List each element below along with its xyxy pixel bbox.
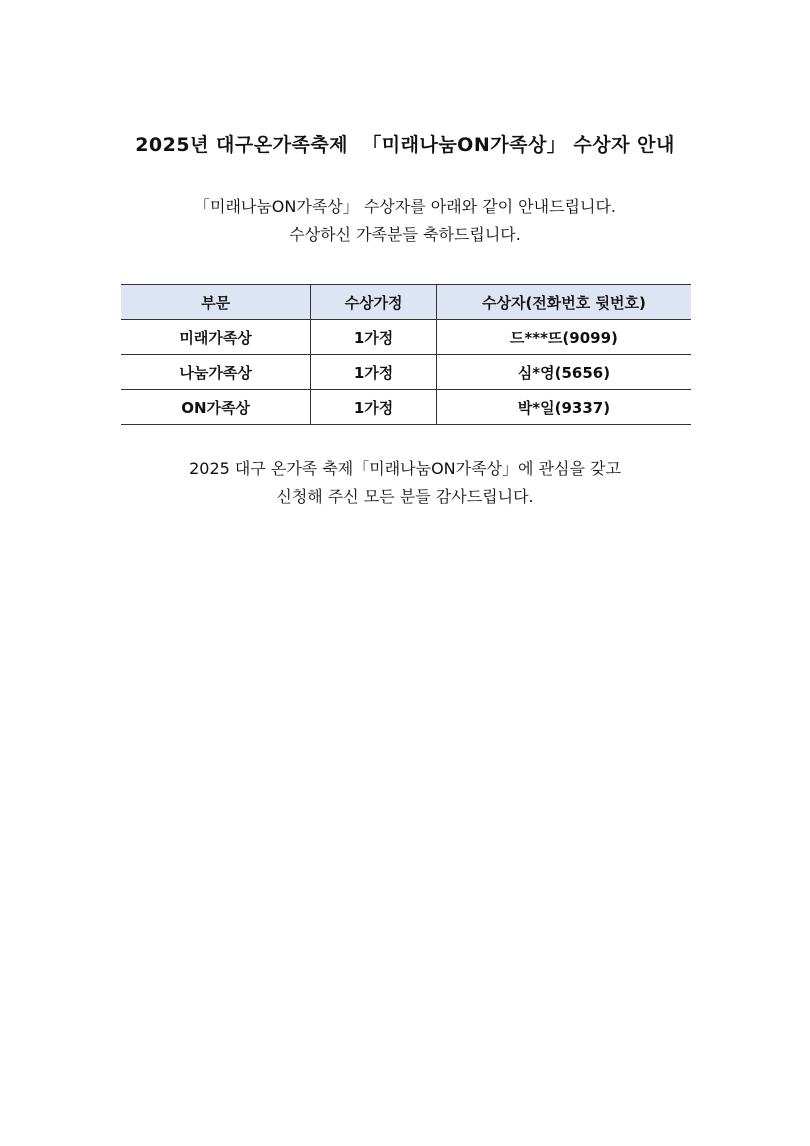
cell-category: ON가족상 [121, 390, 311, 425]
cell-recipient: 드***뜨(9099) [436, 320, 691, 355]
table-row [121, 355, 691, 390]
closing-line: 2025 대구 온가족 축제「미래나눔ON가족상」에 관심을 갖고 [189, 459, 621, 478]
cell-category: 미래가족상 [121, 320, 311, 355]
intro-paragraph [0, 193, 810, 249]
awards-table [121, 284, 691, 425]
intro-line: 「미래나눔ON가족상」 수상자를 아래와 같이 안내드립니다. [193, 197, 617, 216]
cell-households: 1가정 [311, 390, 437, 425]
cell-category: 나눔가족상 [121, 355, 311, 390]
table-header-row [121, 285, 691, 320]
closing-paragraph [0, 455, 810, 511]
header-category: 부문 [121, 285, 311, 320]
cell-recipient: 박*일(9337) [436, 390, 691, 425]
table-row [121, 390, 691, 425]
header-recipient: 수상자(전화번호 뒷번호) [436, 285, 691, 320]
intro-line: 수상하신 가족분들 축하드립니다. [289, 225, 521, 244]
cell-recipient: 심*영(5656) [436, 355, 691, 390]
header-households: 수상가정 [311, 285, 437, 320]
closing-line: 신청해 주신 모든 분들 감사드립니다. [276, 487, 534, 506]
table-row [121, 320, 691, 355]
cell-households: 1가정 [311, 355, 437, 390]
cell-households: 1가정 [311, 320, 437, 355]
document-title: 2025년 대구온가족축제 「미래나눔ON가족상」 수상자 안내 [135, 134, 675, 156]
